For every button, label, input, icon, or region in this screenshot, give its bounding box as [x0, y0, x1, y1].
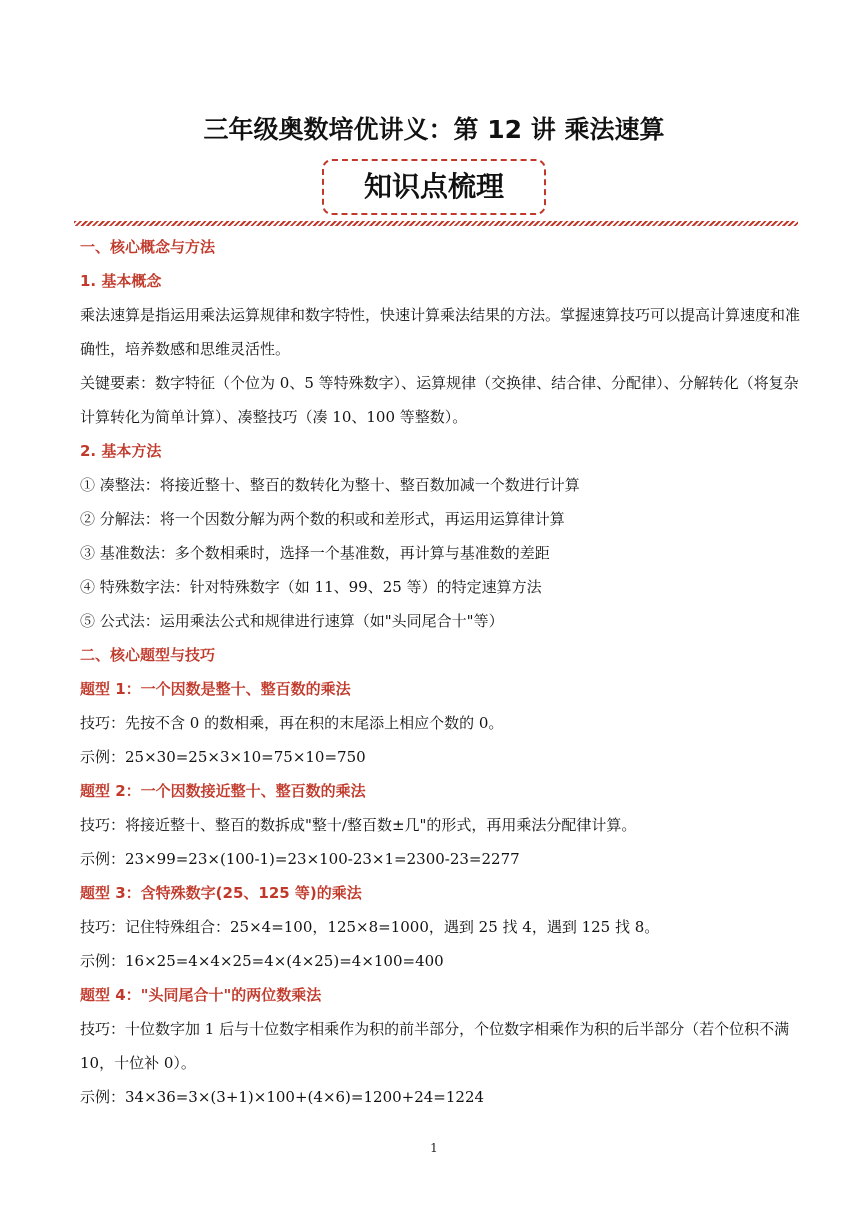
type-example: 示例：25×30=25×3×10=75×10=750 [80, 748, 366, 766]
type-tip: 技巧：先按不含 0 的数相乘，再在积的末尾添上相应个数的 0。 [80, 714, 504, 732]
method-item: ① 凑整法：将接近整十、整百的数转化为整十、整百数加减一个数进行计算 [80, 476, 580, 494]
part2-heading: 二、核心题型与技巧 [80, 646, 216, 664]
type-tip: 技巧：记住特殊组合：25×4=100，125×8=1000，遇到 25 找 4，遇到 125 找 8。 [80, 918, 660, 936]
concept-heading: 1. 基本概念 [80, 272, 162, 290]
page-number: 1 [430, 1141, 438, 1155]
method-item: ③ 基准数法：多个数相乘时，选择一个基准数，再计算与基准数的差距 [80, 544, 550, 562]
methods-heading: 2. 基本方法 [80, 442, 162, 460]
type-tip: 技巧：十位数字加 1 后与十位数字相乘作为积的前半部分，个位数字相乘作为积的后半部分（若个位积不满 10，十位补 0）。 [80, 1020, 790, 1072]
type-heading: 题型 2：一个因数接近整十、整百数的乘法 [80, 782, 366, 800]
part1-heading: 一、核心概念与方法 [80, 238, 216, 256]
type-example: 示例：16×25=4×4×25=4×(4×25)=4×100=400 [80, 952, 444, 970]
type-heading: 题型 1：一个因数是整十、整百数的乘法 [80, 680, 351, 698]
method-item: ④ 特殊数字法：针对特殊数字（如 11、99、25 等）的特定速算方法 [80, 578, 542, 596]
concept-paragraph: 乘法速算是指运用乘法运算规律和数字特性，快速计算乘法结果的方法。掌握速算技巧可以提高计算速度和准确性，培养数感和思维灵活性。 [80, 306, 801, 358]
document-title: 三年级奥数培优讲义：第 12 讲 乘法速算 [203, 115, 665, 144]
type-example: 示例：23×99=23×(100-1)=23×100-23×1=2300-23=2277 [80, 850, 520, 868]
type-tip: 技巧：将接近整十、整百的数拆成"整十/整百数±几"的形式，再用乘法分配律计算。 [80, 816, 637, 834]
key-elements-paragraph: 关键要素：数字特征（个位为 0、5 等特殊数字）、运算规律（交换律、结合律、分配律）、分解转化（将复杂计算转化为简单计算）、凑整技巧（凑 10、100 等整数）。 [80, 374, 799, 426]
method-item: ⑤ 公式法：运用乘法公式和规律进行速算（如"头同尾合十"等） [80, 612, 504, 630]
decorative-divider [74, 221, 798, 226]
document-body [80, 230, 800, 1114]
type-example: 示例：34×36=3×(3+1)×100+(4×6)=1200+24=1224 [80, 1088, 485, 1106]
section-title-box: 知识点梳理 [322, 159, 546, 215]
type-heading: 题型 4："头同尾合十"的两位数乘法 [80, 986, 322, 1004]
type-heading: 题型 3：含特殊数字(25、125 等)的乘法 [80, 884, 362, 902]
method-item: ② 分解法：将一个因数分解为两个数的积或和差形式，再运用运算律计算 [80, 510, 565, 528]
